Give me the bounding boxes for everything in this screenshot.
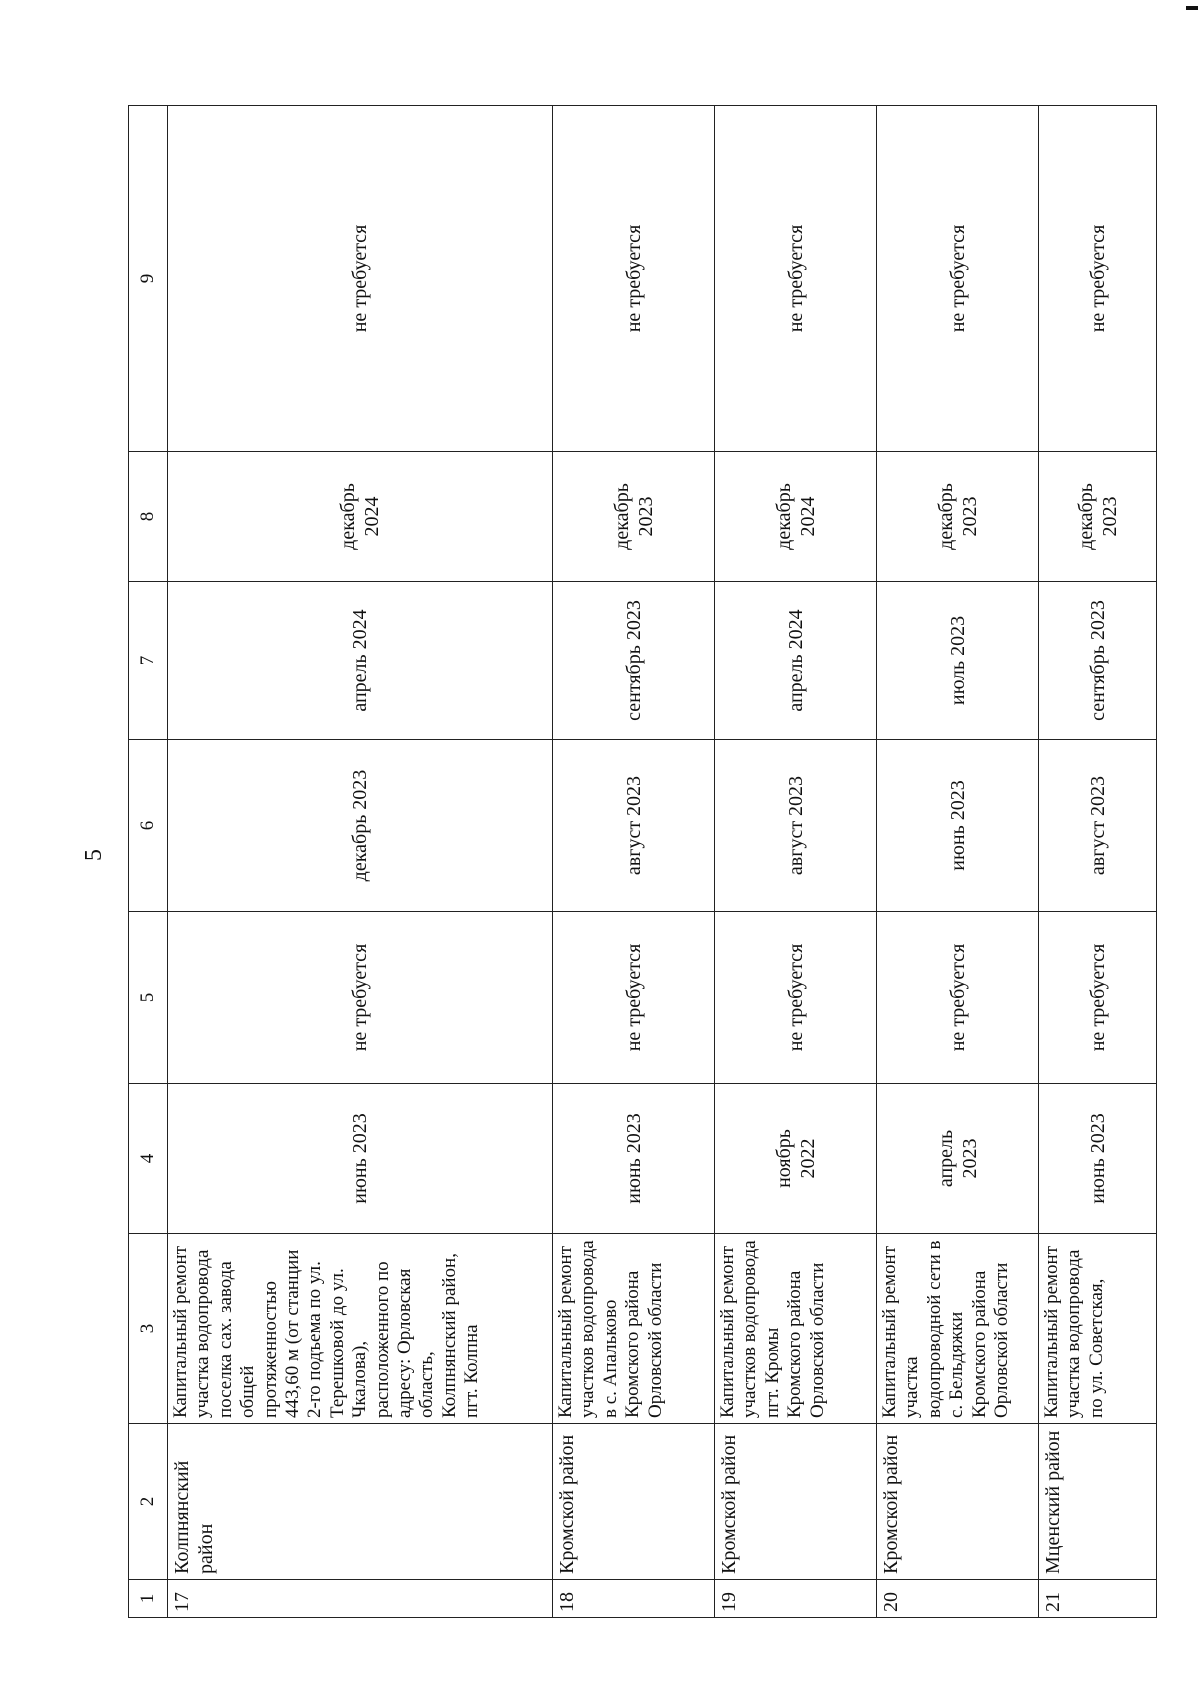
header-row (129, 106, 168, 1618)
col-header-7: 7 (129, 582, 168, 740)
col9-cell: не требуется (553, 106, 715, 452)
col8-value: декабрь 2023 (1074, 483, 1121, 550)
row-number: 21 (1039, 1580, 1157, 1618)
description-cell: Капитальный ремонт участка водопровода поселка сах. завода общей протяженностью 443,60 м (от станции 2-го подъема по ул. Терешковой до ул. Чкалова), расположенного по адресу: Орловская область, Колпнянский район, пгт. Колпна (168, 1234, 553, 1424)
col9-cell: не требуется (877, 106, 1039, 452)
col-header-4: 4 (129, 1084, 168, 1234)
col8-value: декабрь 2023 (610, 483, 657, 550)
corner-mark (1186, 6, 1198, 10)
col7-cell: июль 2023 (877, 582, 1039, 740)
description-cell: Капитальный ремонт участков водопровода в с. Апальково Кромского района Орловской области (553, 1234, 715, 1424)
table-rotator (128, 106, 1144, 1618)
col8-value: декабрь 2024 (337, 483, 383, 550)
col4-value: ноябрь 2022 (772, 1129, 819, 1188)
schedule-table (128, 105, 1157, 1618)
table-row (1039, 106, 1157, 1618)
row-number: 17 (168, 1580, 553, 1618)
col-header-9: 9 (129, 106, 168, 452)
col-header-2: 2 (129, 1424, 168, 1580)
table-container (128, 106, 1144, 1618)
col7-cell: апрель 2024 (715, 582, 877, 740)
row-number: 20 (877, 1580, 1039, 1618)
district-cell: Колпнянский район (168, 1424, 553, 1580)
district-cell: Кромской район (877, 1424, 1039, 1580)
col9-cell: не требуется (715, 106, 877, 452)
district-cell: Мценский район (1039, 1424, 1157, 1580)
page-number: 5 (80, 849, 107, 861)
col4-value: июнь 2023 (1086, 1113, 1109, 1204)
col7-cell: сентябрь 2023 (1039, 582, 1157, 740)
row-number: 19 (715, 1580, 877, 1618)
col-header-8: 8 (129, 452, 168, 582)
col4-value: апрель 2023 (934, 1129, 981, 1188)
col-header-5: 5 (129, 912, 168, 1084)
col4-cell (1039, 1084, 1157, 1234)
col9-cell: не требуется (168, 106, 553, 452)
district-cell: Кромской район (553, 1424, 715, 1580)
col4-cell (168, 1084, 553, 1234)
col8-value: декабрь 2024 (772, 483, 819, 550)
col5-cell: не требуется (168, 912, 553, 1084)
col4-value: июнь 2023 (622, 1113, 645, 1204)
col5-cell: не требуется (1039, 912, 1157, 1084)
col4-cell (877, 1084, 1039, 1234)
col8-cell (168, 452, 553, 582)
col8-value: декабрь 2023 (934, 483, 981, 550)
table-row (715, 106, 877, 1618)
col-header-6: 6 (129, 740, 168, 912)
col-header-1: 1 (129, 1580, 168, 1618)
col7-cell: апрель 2024 (168, 582, 553, 740)
col5-cell: не требуется (715, 912, 877, 1084)
col4-cell (715, 1084, 877, 1234)
col4-value: июнь 2023 (349, 1113, 371, 1204)
col6-cell: август 2023 (1039, 740, 1157, 912)
col8-cell (715, 452, 877, 582)
district-cell: Кромской район (715, 1424, 877, 1580)
col6-cell: июнь 2023 (877, 740, 1039, 912)
col-header-3: 3 (129, 1234, 168, 1424)
col6-cell: декабрь 2023 (168, 740, 553, 912)
description-cell: Капитальный ремонт участков водопровода пгт. Кромы Кромского района Орловской области (715, 1234, 877, 1424)
col5-cell: не требуется (553, 912, 715, 1084)
row-number: 18 (553, 1580, 715, 1618)
col8-cell (877, 452, 1039, 582)
col8-cell (1039, 452, 1157, 582)
description-cell: Капитальный ремонт участка водопроводной сети в с. Бельдяжки Кромского района Орловской области (877, 1234, 1039, 1424)
table-row (877, 106, 1039, 1618)
col8-cell (553, 452, 715, 582)
table-row (553, 106, 715, 1618)
col6-cell: август 2023 (715, 740, 877, 912)
col9-cell: не требуется (1039, 106, 1157, 452)
col4-cell (553, 1084, 715, 1234)
col5-cell: не требуется (877, 912, 1039, 1084)
col7-cell: сентябрь 2023 (553, 582, 715, 740)
description-cell: Капитальный ремонт участка водопровода по ул. Советская, (1039, 1234, 1157, 1424)
col6-cell: август 2023 (553, 740, 715, 912)
table-row (168, 106, 553, 1618)
